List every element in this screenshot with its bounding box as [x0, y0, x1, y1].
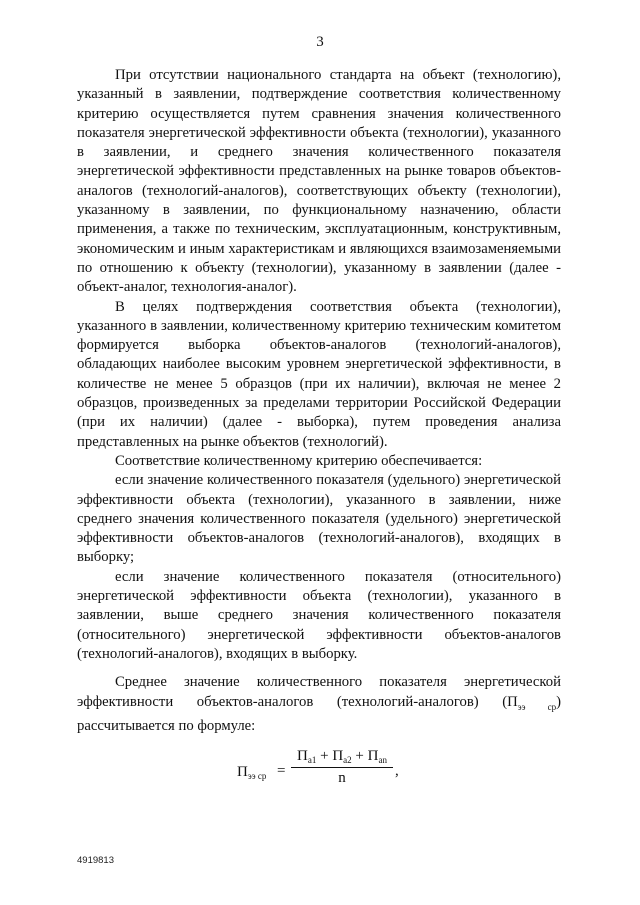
numerator-term-symbol: П: [297, 748, 308, 764]
document-code: 4919813: [77, 855, 114, 866]
paragraph-relative-indicator: если значение количественного показателя (относительного) энергетической эффективности объекта (технологии), указанного в заявлении, выше среднего значения количественного показателя (относительного) энергетической эффективности объектов-аналогов (технологий-аналогов), входящих в выборку.: [77, 568, 561, 662]
formula-numerator: [291, 748, 393, 768]
formula-lhs-symbol: П: [237, 764, 248, 780]
formula-denominator: n: [338, 770, 346, 786]
formula-lhs: [237, 764, 266, 781]
average-value-tail: ) рассчитывается по формуле:: [77, 693, 561, 734]
numerator-term-subscript: an: [378, 755, 387, 765]
average-formula: [235, 748, 415, 796]
paragraph-no-standard: При отсутствии национального стандарта на объект (технологию), указанный в заявлении, подтверждение соответствия количественному критерию осуществляется путем сравнения значения количественного показателя энергетической эффективности объекта (технологии), указанного в заявлении, и среднего значения количественного показателя энергетической эффективности представленных на рынке товаров объектов-аналогов (технологий-аналогов), соответствующих объекту (технологии), указанному в заявлении, по функциональному назначению, области применения, а также по техническим, эксплуатационным, конструктивным, экономическим и иным характеристикам и являющихся взаимозаменяемыми по отношению к объекту (технологии), указанному в заявлении (далее - объект-аналог, технология-аналог).: [77, 67, 561, 296]
average-value-text: Среднее значение количественного показателя энергетической эффективности объектов-аналогов (технологий-аналогов) (П: [77, 674, 561, 710]
average-value-subscript: ээ ср: [517, 701, 557, 712]
paragraph-sample-selection: В целях подтверждения соответствия объекта (технологии), указанного в заявлении, количественному критерию техническим комитетом формируется выборка объектов-аналогов (технологий-аналогов), обладающих наиболее высоким уровнем энергетической эффективности, в количестве не менее 5 образцов (при их наличии), включая не менее 2 образцов, произведенных за пределами территории Российской Федерации (при их наличии) (далее - выборка), путем проведения анализа представленных на рынке объектов (технологий).: [77, 298, 561, 450]
document-body: [77, 66, 561, 736]
numerator-operator: +: [351, 748, 368, 764]
formula-lhs-subscript: ээ ср: [247, 771, 267, 781]
numerator-term-symbol: П: [332, 748, 344, 764]
formula-trailing-comma: ,: [395, 763, 399, 779]
paragraph-average-value: [77, 673, 561, 736]
formula-fraction: [291, 748, 393, 787]
page-number: 3: [316, 34, 324, 50]
numerator-term-subscript: a1: [307, 755, 317, 765]
paragraph-specific-indicator: если значение количественного показателя (удельного) энергетической эффективности объекта (технологии), указанного в заявлении, ниже среднего значения количественного показателя (удельного) энергетической эффективности объектов-аналогов (технологий-аналогов), входящих в выборку;: [77, 472, 561, 566]
formula-equals: =: [277, 763, 286, 779]
paragraph-compliance-intro: Соответствие количественному критерию обеспечивается:: [115, 452, 483, 469]
numerator-operator: +: [316, 748, 333, 764]
numerator-term-subscript: a2: [343, 755, 352, 765]
numerator-term-symbol: П: [367, 748, 379, 764]
